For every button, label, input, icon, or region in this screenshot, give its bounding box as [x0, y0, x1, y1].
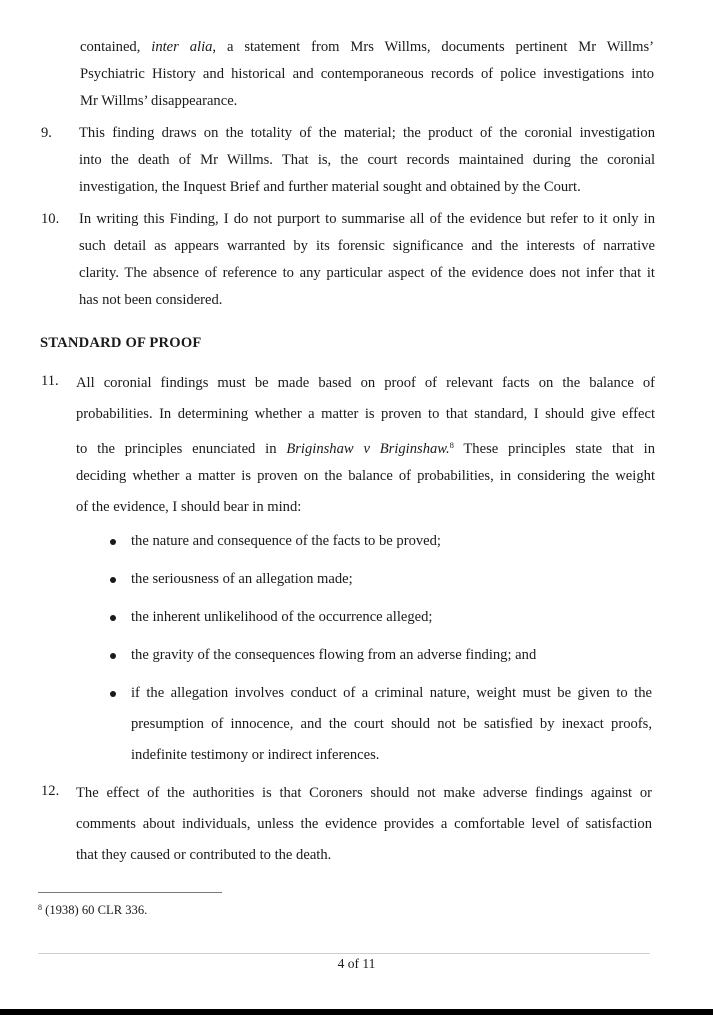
bullet-text: if the allegation involves conduct of a criminal nature, weight must be given to the	[131, 685, 652, 701]
bullet-text: the nature and consequence of the facts to be proved;	[131, 533, 441, 549]
page-number: 4 of 11	[337, 956, 376, 971]
bullet-dot-icon	[110, 577, 116, 583]
bullet-item	[108, 528, 652, 555]
bullet-dot-icon	[110, 691, 116, 697]
paragraph-continuation	[80, 34, 654, 115]
paragraph-line: has not been considered.	[79, 292, 223, 308]
footnote-divider	[38, 892, 222, 893]
paragraph-11	[76, 368, 655, 523]
paragraph-line: investigation, the Inquest Brief and further material sought and obtained by the Court.	[79, 179, 581, 195]
paragraph-number-11: 11.	[41, 373, 59, 389]
bullet-item	[108, 604, 652, 631]
paragraph-number-10: 10.	[41, 211, 60, 227]
scan-edge	[0, 1009, 713, 1015]
paragraph-line: The effect of the authorities is that Coroners should not make adverse findings against or	[76, 785, 652, 801]
paragraph-number-12: 12.	[41, 783, 60, 799]
paragraph-line: probabilities. In determining whether a matter is proven to that standard, I should give effect	[76, 406, 655, 422]
paragraph-line: Psychiatric History and historical and contemporaneous records of police investigations into	[80, 66, 654, 82]
footnote	[38, 898, 147, 920]
bullet-text: the inherent unlikelihood of the occurrence alleged;	[131, 609, 433, 625]
paragraph-line: Mr Willms’ disappearance.	[80, 93, 238, 109]
bullet-text: indefinite testimony or indirect inferences.	[131, 747, 380, 763]
paragraph-line: All coronial findings must be made based on proof of relevant facts on the balance of	[76, 375, 655, 391]
footnote-reference: 8	[449, 440, 454, 450]
paragraph-line: deciding whether a matter is proven on the balance of probabilities, in considering the weight	[76, 468, 655, 484]
paragraph-line: In writing this Finding, I do not purport to summarise all of the evidence but refer to it only in	[79, 211, 655, 227]
bullet-dot-icon	[110, 615, 116, 621]
bullet-text: the gravity of the consequences flowing from an adverse finding; and	[131, 647, 537, 663]
bullet-item	[108, 566, 652, 593]
paragraph-line: such detail as appears warranted by its forensic significance and the interests of narrative	[79, 238, 655, 254]
bullet-item	[108, 680, 652, 773]
paragraph-line: to the principles enunciated in Briginshaw v Briginshaw.$^8$ These principles state that in	[76, 440, 655, 457]
latin-phrase: inter alia	[151, 39, 213, 55]
paragraph-line: of the evidence, I should bear in mind:	[76, 499, 302, 515]
case-citation: Briginshaw v Briginshaw.	[286, 441, 450, 457]
paragraph-12	[76, 778, 652, 871]
paragraph-line: that they caused or contributed to the death.	[76, 847, 332, 863]
paragraph-line: comments about individuals, unless the evidence provides a comfortable level of satisfaction	[76, 816, 652, 832]
paragraph-9	[79, 120, 655, 201]
paragraph-line: clarity. The absence of reference to any particular aspect of the evidence does not infer that it	[79, 265, 655, 281]
bullet-text: presumption of innocence, and the court should not be satisfied by inexact proofs,	[131, 716, 652, 732]
paragraph-line: into the death of Mr Willms. That is, the court records maintained during the coronial	[79, 152, 655, 168]
paragraph-line: contained, inter alia, a statement from Mrs Willms, documents pertinent Mr Willms’	[80, 39, 654, 55]
section-heading: STANDARD OF PROOF	[40, 335, 202, 351]
bullet-dot-icon	[110, 653, 116, 659]
footnote-text: (1938) 60 CLR 336.	[42, 903, 148, 917]
paragraph-number-9: 9.	[41, 125, 52, 141]
paragraph-line: This finding draws on the totality of the material; the product of the coronial investigation	[79, 125, 655, 141]
footnote-marker: 8	[38, 903, 42, 912]
bullet-item	[108, 642, 652, 669]
bullet-dot-icon	[110, 539, 116, 545]
bullet-text: the seriousness of an allegation made;	[131, 571, 353, 587]
paragraph-10	[79, 206, 655, 314]
